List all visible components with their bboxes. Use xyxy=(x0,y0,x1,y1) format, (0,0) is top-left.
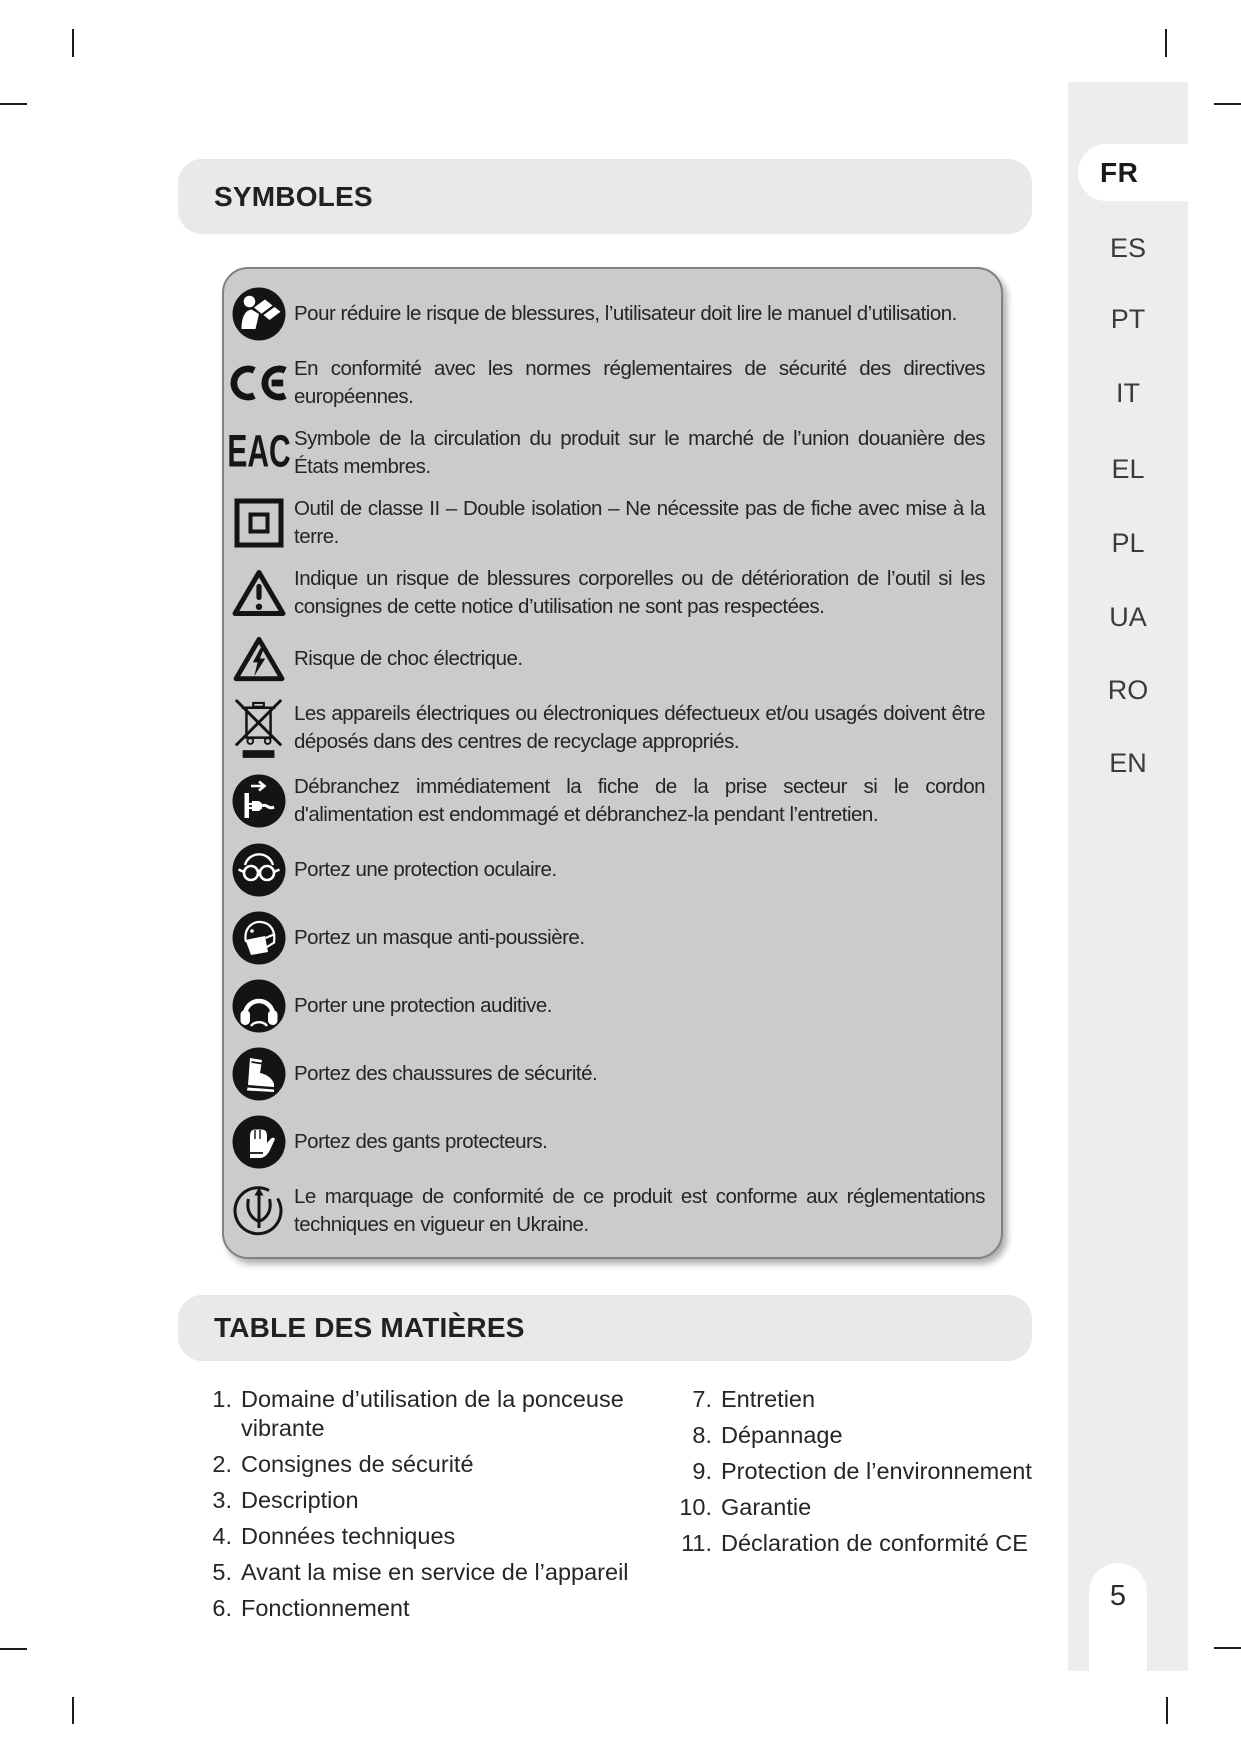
toc-right-column xyxy=(640,1385,1060,1565)
language-tab-it: IT xyxy=(1116,378,1140,408)
dust-mask-icon xyxy=(224,911,294,965)
toc-label: Domaine d’utilisation de la ponceuse vibrante xyxy=(241,1386,624,1441)
weee-recycling-icon xyxy=(224,697,294,759)
language-tab-es: ES xyxy=(1109,233,1147,263)
language-tab-ro: RO xyxy=(1107,675,1149,705)
language-tab-en: EN xyxy=(1109,748,1147,778)
symbol-row xyxy=(224,911,989,965)
symbol-text: Porter une protection auditive. xyxy=(294,994,552,1017)
symbol-row xyxy=(224,1183,989,1239)
hearing-protection-icon xyxy=(224,979,294,1033)
language-tab-fr-active xyxy=(1078,144,1241,201)
toc-number: 10. xyxy=(679,1494,712,1520)
toc-number: 7. xyxy=(692,1386,712,1412)
symbols-title: SYMBOLES xyxy=(214,180,373,212)
symbols-panel xyxy=(222,267,1003,1259)
toc-label: Protection de l’environnement xyxy=(721,1458,1032,1484)
toc-label: Fonctionnement xyxy=(241,1595,410,1621)
unplug-icon xyxy=(224,774,294,828)
symbol-row xyxy=(224,425,989,481)
symbol-row xyxy=(224,697,989,759)
language-tab-el: EL xyxy=(1111,454,1145,484)
symbol-text: En conformité avec les normes réglementaires de sécurité des directives européennes. xyxy=(294,357,985,408)
page-number-tab xyxy=(1089,1563,1147,1671)
toc-number: 9. xyxy=(692,1458,712,1484)
crop-mark xyxy=(72,29,74,57)
toc-label: Données techniques xyxy=(241,1523,456,1549)
toc-number: 4. xyxy=(212,1523,232,1549)
language-tab-pl: PL xyxy=(1111,528,1145,558)
ce-mark-icon xyxy=(224,362,294,404)
crop-mark xyxy=(1214,1647,1241,1649)
symbol-text: Symbole de la circulation du produit sur le marché de l’union douanière des États membres. xyxy=(294,427,985,478)
crop-mark xyxy=(0,103,27,105)
symbol-text: Outil de classe II – Double isolation – Ne nécessite pas de fiche avec mise à la terre. xyxy=(294,497,985,548)
symbol-row xyxy=(224,635,989,683)
symbol-text: Portez des chaussures de sécurité. xyxy=(294,1062,598,1085)
toc-number: 11. xyxy=(681,1530,712,1556)
read-manual-icon xyxy=(224,287,294,341)
symbol-text: Pour réduire le risque de blessures, l’utilisateur doit lire le manuel d’utilisation. xyxy=(294,302,957,325)
symbol-row xyxy=(224,355,989,411)
class-2-double-insulation-icon xyxy=(224,498,294,548)
protective-gloves-icon xyxy=(224,1115,294,1169)
symbol-row xyxy=(224,773,989,829)
eye-protection-icon xyxy=(224,843,294,897)
toc-label: Dépannage xyxy=(721,1422,843,1448)
electric-shock-icon xyxy=(224,635,294,683)
toc-label: Description xyxy=(241,1487,359,1513)
toc-item xyxy=(640,1421,1060,1450)
eac-mark-icon: EAC xyxy=(227,427,291,477)
symbol-row xyxy=(224,565,989,621)
toc-label: Déclaration de conformité CE xyxy=(721,1530,1028,1556)
toc-item xyxy=(640,1529,1060,1558)
toc-number: 8. xyxy=(692,1422,712,1448)
toc-item xyxy=(196,1558,676,1587)
symbol-text: Indique un risque de blessures corporelles ou de détérioration de l’outil si les consignes de cette notice d’utilisation ne sont pas respectées. xyxy=(294,567,985,618)
symbol-row xyxy=(224,979,989,1033)
symbol-text: Les appareils électriques ou électroniques défectueux et/ou usagés doivent être déposés dans des centres de recyclage appropriés. xyxy=(294,702,985,753)
symbol-text: Risque de choc électrique. xyxy=(294,647,523,670)
toc-item xyxy=(640,1457,1060,1486)
toc-number: 5. xyxy=(212,1559,232,1585)
symbol-row xyxy=(224,1047,989,1101)
ukraine-conformity-icon xyxy=(224,1184,294,1238)
language-label-fr: FR xyxy=(1100,156,1139,188)
symbol-text: Débranchez immédiatement la fiche de la prise secteur si le cordon d'alimentation est endommagé et débranchez-la pendant l’entretien. xyxy=(294,775,985,826)
toc-section-header xyxy=(178,1295,1032,1361)
language-tab-ua: UA xyxy=(1109,602,1147,632)
symbol-row xyxy=(224,1115,989,1169)
symbols-section-header xyxy=(178,159,1032,234)
toc-item xyxy=(640,1493,1060,1522)
symbol-text: Portez un masque anti-poussière. xyxy=(294,926,585,949)
toc-item xyxy=(196,1450,676,1479)
toc-label: Avant la mise en service de l’appareil xyxy=(241,1559,629,1585)
language-tab-pt: PT xyxy=(1110,304,1146,334)
toc-label: Garantie xyxy=(721,1494,812,1520)
safety-shoes-icon xyxy=(224,1047,294,1101)
crop-mark xyxy=(0,1648,27,1650)
toc-item xyxy=(196,1594,676,1623)
toc-item xyxy=(196,1385,676,1443)
toc-left-column xyxy=(196,1385,676,1630)
symbol-row xyxy=(224,843,989,897)
crop-mark xyxy=(1165,29,1167,57)
toc-label: Consignes de sécurité xyxy=(241,1451,474,1477)
toc-item xyxy=(640,1385,1060,1414)
page-number: 5 xyxy=(1109,1580,1127,1612)
crop-mark xyxy=(1214,103,1241,105)
toc-item xyxy=(196,1522,676,1551)
toc-number: 1. xyxy=(212,1386,232,1412)
toc-item xyxy=(196,1486,676,1515)
toc-title: TABLE DES MATIÈRES xyxy=(214,1312,525,1343)
symbol-row xyxy=(224,287,989,341)
symbol-row xyxy=(224,495,989,551)
toc-number: 6. xyxy=(212,1595,232,1621)
warning-icon xyxy=(224,568,294,618)
toc-number: 2. xyxy=(212,1451,232,1477)
toc-label: Entretien xyxy=(721,1386,816,1412)
symbol-text: Portez des gants protecteurs. xyxy=(294,1130,548,1153)
symbol-text: Le marquage de conformité de ce produit est conforme aux réglementations techniques en vigueur en Ukraine. xyxy=(294,1185,985,1236)
crop-mark xyxy=(72,1697,74,1724)
symbol-text: Portez une protection oculaire. xyxy=(294,858,557,881)
toc-number: 3. xyxy=(212,1487,232,1513)
crop-mark xyxy=(1166,1697,1168,1724)
